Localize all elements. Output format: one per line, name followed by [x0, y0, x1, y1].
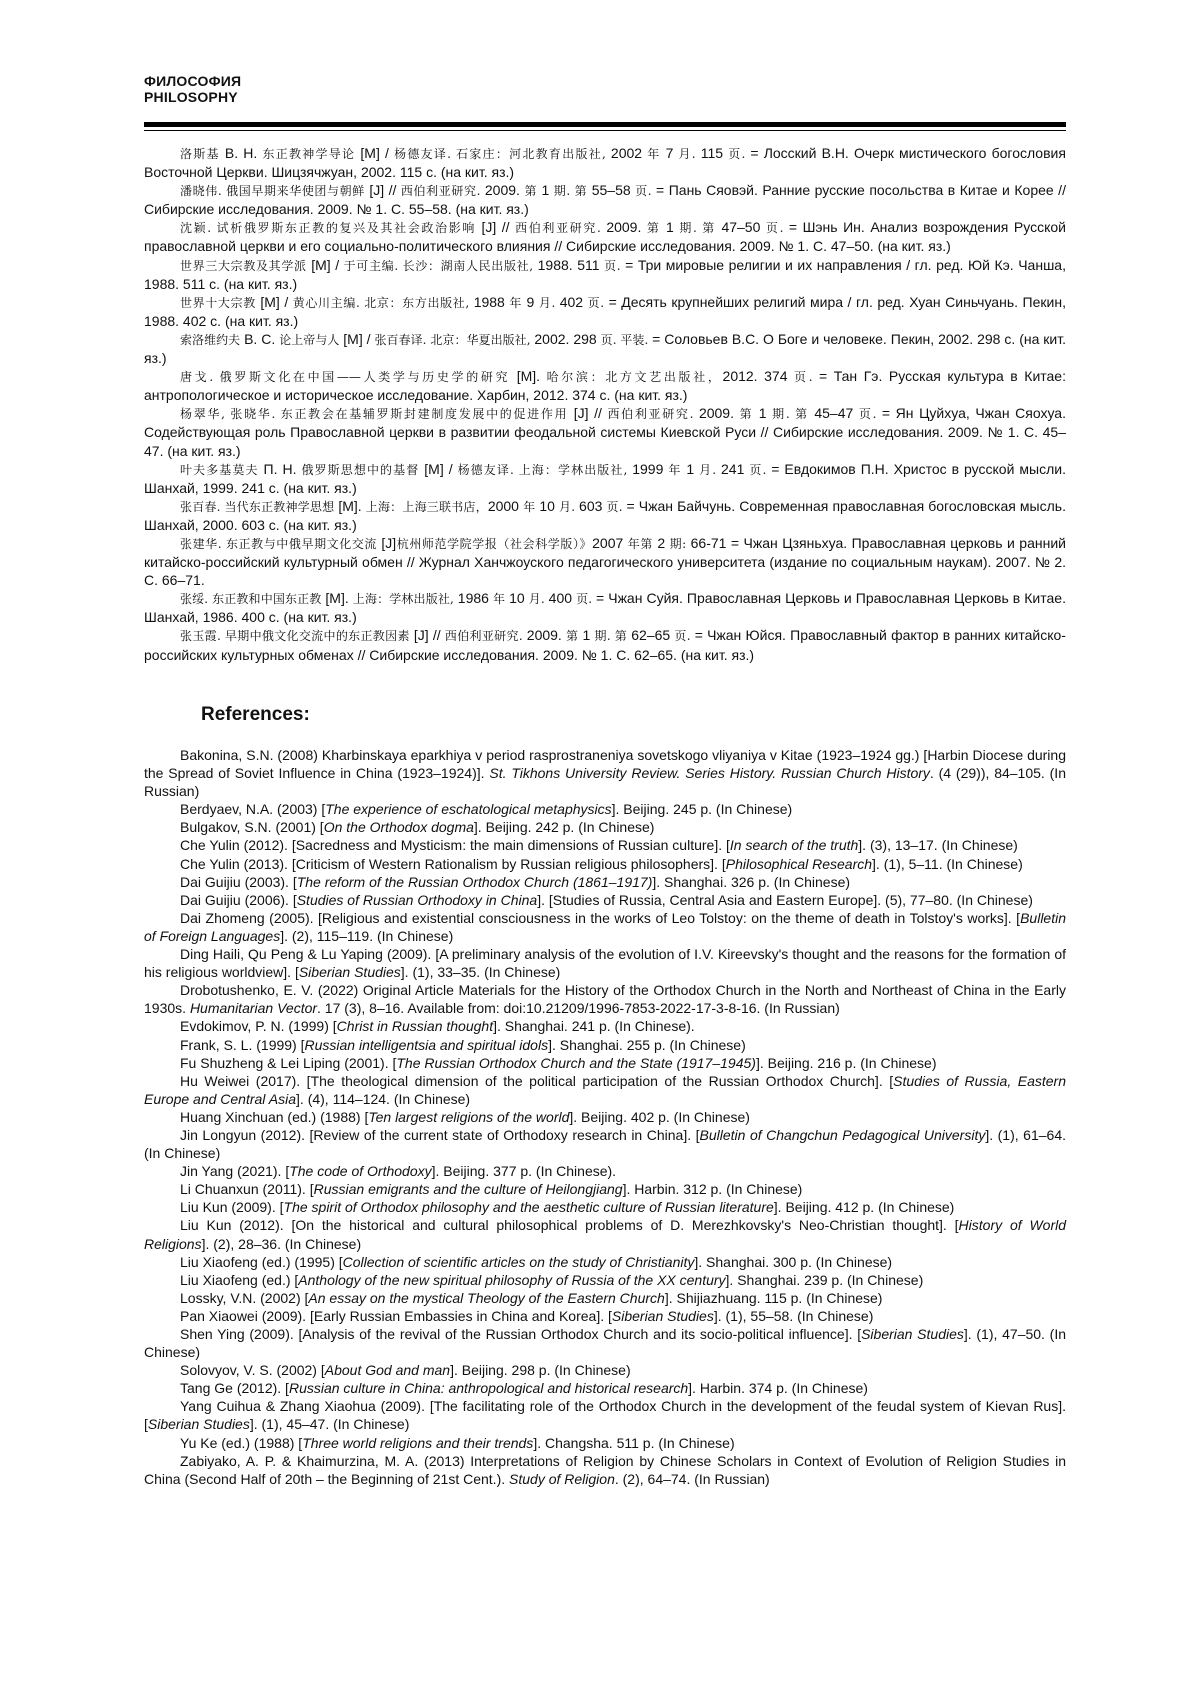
- reference-text: ]. (1), 33–35. (In Chinese): [400, 964, 561, 981]
- reference-entry: [144, 1180, 1066, 1198]
- chinese-text: 洛斯基: [180, 147, 225, 161]
- entry-text: [J] //: [413, 627, 445, 644]
- entry-text: 55–58: [591, 182, 636, 199]
- reference-text: ]. (2), 28–36. (In Chinese): [201, 1235, 362, 1252]
- entry-text: 1: [758, 405, 773, 422]
- reference-entry: [144, 1379, 1066, 1397]
- entry-text: 2002. 298: [534, 330, 601, 347]
- reference-title: The spirit of Orthodox philosophy and the aesthetic culture of Russian literature: [283, 1199, 774, 1216]
- reference-text: ]. Shanghai. 255 p. (In Chinese): [548, 1036, 746, 1053]
- chinese-text: 期:: [669, 536, 691, 551]
- entry-text: 1: [686, 460, 700, 477]
- reference-title: Studies of Russian Orthodoxy in China: [296, 891, 538, 908]
- entry-text: = Чжан Суйя. Православная Церковь и Православная Церковь в Китае. Шанхай, 1986. 400 с. (на кит. яз.): [144, 590, 1066, 626]
- entry-text: 1988: [473, 293, 510, 310]
- bibliography-entry: [144, 589, 1066, 626]
- entry-text: = Евдокимов П.Н. Христос в русской мысли. Шанхай, 1999. 241 с. (на кит. яз.): [144, 460, 1066, 496]
- reference-text: ]. Beijing. 377 p. (In Chinese).: [431, 1163, 617, 1180]
- chinese-text: 俄罗斯思想中的基督: [301, 462, 425, 477]
- entry-text: [М] /: [343, 330, 375, 347]
- chinese-text: 页. 平装.: [600, 332, 653, 347]
- reference-entry: [144, 1253, 1066, 1271]
- entry-text: 2009.: [526, 627, 567, 644]
- reference-entry: [144, 746, 1066, 800]
- chinese-text: 唐戈. 俄罗斯文化在中国——人类学与历史学的研究: [180, 370, 517, 385]
- bibliography-entry: [144, 497, 1066, 534]
- reference-text: Yu Ke (ed.) (1988) [: [180, 1434, 303, 1451]
- chinese-text: 年: [668, 462, 687, 477]
- reference-text: Liu Kun (2009). [: [180, 1199, 284, 1216]
- reference-entry: [144, 1434, 1066, 1452]
- chinese-text: 年: [509, 295, 527, 310]
- reference-title: Philosophical Research: [725, 855, 873, 872]
- entry-text: 2000: [487, 497, 524, 514]
- entry-text: 2: [657, 534, 670, 551]
- reference-text: Che Yulin (2013). [Criticism of Western Rationalism by Russian religious philosophers]. [: [180, 855, 726, 872]
- reference-text: ]. Harbin. 312 p. (In Chinese): [622, 1181, 803, 1198]
- entry-text: 2002: [610, 145, 648, 161]
- reference-entry: [144, 1108, 1066, 1126]
- reference-text: Berdyaev, N.A. (2003) [: [180, 801, 326, 818]
- reference-text: Drobotushenko, E. V. (2022) Original Article Materials for the History of the Orthodox Church in the North and Northeast of China in the Early 1930s.: [144, 982, 1066, 1017]
- entry-text: 2012. 374: [722, 368, 795, 385]
- reference-entry: [144, 891, 1066, 909]
- reference-text: Fu Shuzheng & Lei Liping (2001). [: [180, 1054, 397, 1071]
- reference-title: Bulletin of Foreign Languages: [144, 909, 1066, 944]
- reference-text: ]. (4), 114–124. (In Chinese): [296, 1090, 471, 1107]
- entry-text: 2009.: [698, 405, 740, 422]
- chinese-text: 月.: [528, 592, 549, 607]
- entry-text: [М].: [338, 497, 366, 514]
- reference-entry: [144, 1054, 1066, 1072]
- entry-text: = Три мировые религии и их направления / гл. ред. Юй Кэ. Чанша, 1988. 511 с. (на кит. яз.): [144, 256, 1066, 292]
- entry-text: 1988. 511: [537, 256, 605, 273]
- reference-entry: [144, 1452, 1066, 1488]
- reference-title: Russian culture in China: anthropological and historical research: [288, 1380, 689, 1397]
- reference-text: ]. Beijing. 298 p. (In Chinese): [450, 1362, 631, 1379]
- reference-text: ]. (1), 61–64. (In Chinese): [144, 1126, 1066, 1162]
- entry-text: 10: [509, 590, 529, 607]
- entry-text: 400: [548, 590, 577, 607]
- reference-title: Study of Religion: [509, 1470, 615, 1487]
- reference-text: ]. Shanghai. 241 p. (In Chinese).: [493, 1018, 695, 1035]
- reference-entry: [144, 818, 1066, 836]
- reference-entry: [144, 1162, 1066, 1180]
- bibliography-entry: [144, 144, 1066, 181]
- chinese-text: 西伯利亚研究.: [607, 407, 699, 422]
- running-header: [144, 73, 241, 105]
- reference-text: ]. (1), 47–50. (In Chinese): [144, 1326, 1067, 1361]
- chinese-text: 黄心川主编. 北京：东方出版社,: [292, 295, 474, 310]
- entry-text: 402: [559, 293, 588, 310]
- reference-entry: [144, 1072, 1066, 1108]
- references-list: [144, 746, 1066, 1488]
- reference-text: Li Chuanxun (2011). [: [180, 1181, 314, 1198]
- reference-title: An essay on the mystical Theology of the Eastern Church: [308, 1289, 665, 1306]
- entry-text: 1999: [632, 460, 669, 477]
- reference-entry: [144, 1271, 1066, 1289]
- reference-text: ]. Beijing. 412 p. (In Chinese): [773, 1199, 955, 1216]
- entry-text: [J] //: [481, 219, 516, 236]
- reference-text: ]. Shanghai. 300 p. (In Chinese): [694, 1253, 893, 1270]
- reference-text: Zabiyako, A. P. & Khaimurzina, M. A. (2013) Interpretations of Religion by Chinese Scholars in Context of Evolution of Religion Studies in China (Second Half of 20th – the Beginning of 21st Cent.).: [144, 1452, 1066, 1487]
- reference-text: ]. Shanghai. 326 p. (In Chinese): [652, 873, 851, 890]
- entry-text: [М] /: [424, 460, 458, 477]
- reference-entry: [144, 855, 1066, 873]
- chinese-text: 杨德友译. 石家庄：河北教育出版社,: [394, 147, 611, 161]
- reference-text: ]. Beijing. 242 p. (In Chinese): [473, 819, 655, 836]
- reference-title: St. Tikhons University Review. Series History. Russian Church History: [489, 765, 930, 782]
- chinese-text: 杭州师范学院学报（社会科学版）》: [396, 536, 593, 551]
- chinese-text: 页.: [606, 499, 627, 514]
- chinese-text: 期. 第: [553, 184, 592, 199]
- reference-text: ]. Harbin. 374 p. (In Chinese): [688, 1380, 868, 1397]
- reference-title: Anthology of the new spiritual philosophy of Russia of the XX century: [298, 1271, 726, 1288]
- reference-title: In search of the truth: [729, 837, 859, 854]
- reference-entry: [144, 1325, 1066, 1361]
- chinese-text: 西伯利亚研究.: [444, 629, 527, 644]
- reference-entry: [144, 1397, 1066, 1433]
- reference-entry: [144, 1307, 1066, 1325]
- reference-entry: [144, 1216, 1066, 1252]
- bibliography-entry: [144, 181, 1066, 218]
- reference-text: Shen Ying (2009). [Analysis of the revival of the Russian Orthodox Church and its socio-political influence]. [: [180, 1326, 862, 1342]
- chinese-text: 页.: [794, 370, 819, 385]
- reference-text: ]. Shanghai. 239 p. (In Chinese): [725, 1271, 924, 1288]
- header-rule-thick: [144, 122, 1066, 127]
- entry-text: 2009.: [484, 182, 525, 199]
- chinese-text: 上海：学林出版社,: [352, 592, 458, 607]
- reference-text: ]. [Studies of Russia, Central Asia and Eastern Europe]. (5), 77–80. (In Chinese): [537, 891, 1033, 908]
- chinese-text: 页.: [858, 407, 882, 422]
- entry-text: 2007: [592, 534, 628, 551]
- reference-title: Humanitarian Vector: [189, 1000, 318, 1017]
- reference-entry: [144, 1289, 1066, 1307]
- chinese-text: 月.: [678, 147, 701, 161]
- entry-text: [М] /: [360, 145, 395, 161]
- entry-text: 9: [526, 293, 539, 310]
- chinese-text: 年第: [627, 536, 658, 551]
- chinese-text: 论上帝与人: [279, 332, 344, 347]
- reference-text: Yang Cuihua & Zhang Xiaohua (2009). [The facilitating role of the Orthodox Church in the development of the feudal system of Kievan Rus]. [: [144, 1398, 1066, 1433]
- reference-text: ]. Changsha. 511 p. (In Chinese): [533, 1434, 735, 1451]
- chinese-text: 期. 第: [772, 407, 815, 422]
- reference-entry: [144, 945, 1066, 981]
- reference-text: Dai Guijiu (2003). [: [180, 873, 297, 890]
- chinese-text: 张建华. 东正教与中俄早期文化交流: [180, 536, 382, 551]
- reference-entry: [144, 981, 1066, 1017]
- reference-title: Siberian Studies: [611, 1307, 714, 1324]
- entry-text: 115: [700, 145, 729, 161]
- chinese-text: 月.: [538, 295, 560, 310]
- entry-text: [М] /: [260, 293, 293, 310]
- entry-text: = Чжан Юйся. Православный фактор в ранних китайско-российских культурных обменах // Сибирские исследования. 2009. № 1. С. 62–65. (на кит. яз.): [144, 627, 1066, 663]
- bibliography-entry: [144, 404, 1066, 459]
- reference-entry: [144, 800, 1066, 818]
- entry-text: [М] /: [311, 256, 344, 273]
- chinese-text: 第: [646, 221, 667, 236]
- reference-title: Siberian Studies: [147, 1416, 250, 1433]
- reference-title: The code of Orthodoxy: [289, 1163, 432, 1180]
- bibliography-entry: [144, 256, 1066, 293]
- reference-title: The reform of the Russian Orthodox Church (1861–1917): [296, 873, 653, 890]
- reference-entry: [144, 1361, 1066, 1379]
- reference-entry: [144, 1198, 1066, 1216]
- entry-text: В. Н.: [224, 145, 263, 161]
- chinese-text: 页.: [749, 462, 772, 477]
- reference-text: Liu Xiaofeng (ed.) [: [180, 1271, 299, 1288]
- reference-text: ]. Beijing. 402 p. (In Chinese): [569, 1108, 750, 1125]
- reference-text: Jin Longyun (2012). [Review of the current state of Orthodoxy research in China]. [: [180, 1126, 700, 1143]
- entry-text: П. Н.: [263, 460, 302, 477]
- reference-text: ]. (2), 115–119. (In Chinese): [280, 927, 454, 944]
- reference-text: Liu Xiaofeng (ed.) (1995) [: [180, 1253, 343, 1270]
- chinese-text: 东正教神学导论: [262, 147, 361, 161]
- reference-entry: [144, 836, 1066, 854]
- chinese-text: 页.: [728, 147, 751, 161]
- reference-entry: [144, 1126, 1066, 1162]
- chinese-text: 第: [524, 184, 542, 199]
- chinese-text: 张玉霞. 早期中俄文化交流中的东正教因素: [180, 629, 414, 644]
- chinese-text: 期. 第: [679, 221, 722, 236]
- chinese-text: 西伯利亚研究.: [515, 221, 607, 236]
- entry-text: [М].: [516, 368, 547, 385]
- reference-text: ]. (1), 55–58. (In Chinese): [713, 1307, 874, 1324]
- entry-text: 2009.: [606, 219, 647, 236]
- entry-text: 241: [721, 460, 750, 477]
- reference-text: Jin Yang (2021). [: [180, 1163, 290, 1180]
- reference-entry: [144, 909, 1066, 945]
- chinese-text: 期. 第: [594, 629, 632, 644]
- reference-text: ]. (1), 5–11. (In Chinese): [872, 855, 1023, 872]
- reference-text: . (2), 64–74. (In Russian): [614, 1470, 770, 1487]
- reference-text: Lossky, V.N. (2002) [: [180, 1289, 309, 1306]
- reference-text: ]. (3), 13–17. (In Chinese): [858, 837, 1018, 854]
- reference-title: Siberian Studies: [861, 1326, 964, 1342]
- reference-text: ]. Beijing. 245 p. (In Chinese): [611, 801, 793, 818]
- reference-entry: [144, 1036, 1066, 1054]
- chinese-text: 页.: [635, 184, 657, 199]
- reference-title: Studies of Russia, Eastern Europe and Central Asia: [144, 1072, 1066, 1107]
- bibliography-entry: [144, 367, 1066, 404]
- reference-text: Huang Xinchuan (ed.) (1988) [: [180, 1108, 369, 1125]
- chinese-text: 于可主编. 长沙：湖南人民出版社,: [343, 258, 538, 273]
- reference-title: History of World Religions: [144, 1217, 1067, 1252]
- chinese-text: 西伯利亚研究.: [400, 184, 485, 199]
- reference-text: Che Yulin (2012). [Sacredness and Mysticism: the main dimensions of Russian culture]. [: [180, 837, 730, 854]
- reference-text: Dai Guijiu (2006). [: [180, 891, 297, 908]
- reference-text: . (4 (29)), 84–105. (In Russian): [144, 765, 1066, 800]
- entry-text: = Десять крупнейших религий мира / гл. ред. Хуан Синьчуань. Пекин, 1988. 402 с. (на кит. яз.): [144, 293, 1066, 329]
- reference-text: ]. Shijiazhuang. 115 p. (In Chinese): [664, 1289, 883, 1306]
- header-rule-thin: [144, 130, 1066, 131]
- entry-text: 10: [539, 497, 559, 514]
- reference-title: Russian emigrants and the culture of Heilongjiang: [313, 1181, 623, 1198]
- reference-text: Dai Zhomeng (2005). [Religious and existential consciousness in the works of Leo Tolstoy: on the theme of death in Tolstoy's works]. [: [180, 909, 1021, 926]
- reference-title: Christ in Russian thought: [336, 1018, 494, 1035]
- entry-text: = Лосский В.Н. Очерк мистического богословия Восточной Церкви. Шицзячжуан, 2002. 115 с. (на кит. яз.): [144, 145, 1066, 181]
- chinese-text: 页.: [604, 258, 626, 273]
- chinese-text: 杨翠华, 张晓华. 东正教会在基辅罗斯封建制度发展中的促进作用: [180, 407, 574, 422]
- entry-text: 45–47: [814, 405, 859, 422]
- chinese-text: 年: [523, 499, 540, 514]
- chinese-text: 页.: [674, 629, 695, 644]
- reference-title: Collection of scientific articles on the study of Christianity: [342, 1253, 695, 1270]
- chinese-text: 张百春. 当代东正教神学思想: [180, 499, 339, 514]
- entry-text: = Ян Цуйхуа, Чжан Сяохуа. Содействующая роль Православной церкви в развитии феодальной системы Киевской Руси // Сибирские исследования. 2009. № 1. С. 45–47. (на кит. яз.): [144, 405, 1066, 459]
- chinese-text: 杨德友译. 上海：学林出版社,: [457, 462, 633, 477]
- section-title-ru: ФИЛОСОФИЯ: [144, 73, 242, 89]
- reference-text: Frank, S. L. (1999) [: [180, 1036, 305, 1053]
- reference-title: Ten largest religions of the world: [368, 1108, 570, 1125]
- entry-text: [М].: [325, 590, 353, 607]
- entry-text: В. С.: [244, 330, 280, 347]
- entry-text: = Чжан Байчунь. Современная православная богословская мысль. Шанхай, 2000. 603 с. (на кит. яз.): [144, 497, 1066, 533]
- chinese-text: 第: [739, 407, 759, 422]
- bibliography-list: [144, 144, 1066, 664]
- reference-title: The Russian Orthodox Church and the State (1917–1945): [396, 1054, 756, 1071]
- chinese-text: 张绥. 东正教和中国东正教: [180, 592, 326, 607]
- reference-title: Three world religions and their trends: [302, 1434, 534, 1451]
- reference-entry: [144, 873, 1066, 891]
- bibliography-entry: [144, 293, 1066, 330]
- chinese-text: 年: [492, 592, 510, 607]
- entry-text: [J] //: [573, 405, 608, 422]
- reference-text: Bulgakov, S.N. (2001) [: [180, 819, 324, 836]
- reference-text: Bakonina, S.N. (2008) Kharbinskaya eparkhiya v period rasprostraneniya sovetskogo vliyaniya v Kitae (1923–1924 gg.) [Harbin Diocese during the Spread of Soviet Influence in China (1923–1924)].: [144, 747, 1066, 782]
- entry-text: = Тан Гэ. Русская культура в Китае: антропологическое и историческое исследование. Харбин, 2012. 374 с. (на кит. яз.): [144, 368, 1066, 404]
- entry-text: [J]: [381, 534, 397, 551]
- chinese-text: 张百春译. 北京：华夏出版社,: [374, 332, 535, 347]
- chinese-text: 月.: [558, 499, 580, 514]
- chinese-text: 索洛维约夫: [180, 332, 245, 347]
- entry-text: 1: [541, 182, 554, 199]
- reference-text: ]. Beijing. 216 p. (In Chinese): [755, 1054, 937, 1071]
- bibliography-entry: [144, 460, 1066, 497]
- reference-title: Siberian Studies: [298, 964, 401, 981]
- bibliography-entry: [144, 330, 1066, 367]
- chinese-text: 世界三大宗教及其学派: [180, 258, 312, 273]
- reference-entry: [144, 1017, 1066, 1035]
- reference-title: About God and man: [324, 1362, 451, 1379]
- chinese-text: 上海：上海三联书店，: [365, 499, 488, 514]
- chinese-text: 世界十大宗教: [180, 295, 261, 310]
- entry-text: = Соловьев В.С. О Боге и человеке. Пекин, 2002. 298 с. (на кит. яз.): [144, 330, 1067, 367]
- entry-text: 47–50: [721, 219, 766, 236]
- chinese-text: 哈尔滨：北方文艺出版社，: [546, 370, 723, 385]
- chinese-text: 潘晓伟. 俄国早期来华使团与朝鲜: [180, 184, 370, 199]
- bibliography-entry: [144, 626, 1066, 663]
- section-title-en: PHILOSOPHY: [144, 89, 238, 105]
- reference-text: Evdokimov, P. N. (1999) [: [180, 1018, 337, 1035]
- entry-text: 66-71 = Чжан Цзяньхуа. Православная церковь и ранний китайско-российский культурный обмен // Журнал Ханчжоуского педагогического университета (издание по социальным наукам). 2007. № 2. С. 66–71.: [144, 534, 1066, 589]
- entry-text: = Шэнь Ин. Анализ возрождения Русской православной церкви и его социально-политического влияния // Сибирские исследования. 2009. № 1. С. 47–50. (на кит. яз.): [144, 219, 1066, 255]
- reference-text: ]. (1), 45–47. (In Chinese): [249, 1416, 410, 1433]
- reference-text: Liu Kun (2012). [On the historical and cultural philosophical problems of D. Merezhkovsky's Neo-Christian thought]. [: [180, 1217, 959, 1234]
- entry-text: = Пань Сяовэй. Ранние русские посольства в Китае и Корее // Сибирские исследования. 2009. № 1. С. 55–58. (на кит. яз.): [144, 182, 1066, 218]
- entry-text: [J] //: [369, 182, 401, 199]
- reference-title: On the Orthodox dogma: [323, 819, 474, 836]
- chinese-text: 页.: [765, 221, 789, 236]
- bibliography-entry: [144, 534, 1066, 589]
- reference-text: Hu Weiwei (2017). [The theological dimension of the political participation of the Russian Orthodox Church]. [: [180, 1072, 894, 1089]
- chinese-text: 年: [647, 147, 666, 161]
- references-heading: References:: [201, 704, 310, 725]
- chinese-text: 页.: [576, 592, 597, 607]
- reference-text: Tang Ge (2012). [: [180, 1380, 289, 1397]
- entry-text: 603: [579, 497, 607, 514]
- reference-title: Russian intelligentsia and spiritual idols: [304, 1036, 549, 1053]
- reference-text: Solovyov, V. S. (2002) [: [180, 1362, 325, 1379]
- entry-text: 1: [582, 627, 595, 644]
- chinese-text: 叶夫多基莫夫: [180, 462, 264, 477]
- chinese-text: 沈颖. 试析俄罗斯东正教的复兴及其社会政治影响: [180, 221, 482, 236]
- reference-text: Ding Haili, Qu Peng & Lu Yaping (2009). [A preliminary analysis of the evolution of I.V. Kireevsky's thought and the reasons for the formation of his religious worldview]. [: [144, 946, 1066, 981]
- entry-text: 62–65: [631, 627, 675, 644]
- bibliography-entry: [144, 218, 1066, 255]
- reference-text: Pan Xiaowei (2009). [Early Russian Embassies in China and Korea]. [: [180, 1307, 612, 1324]
- reference-title: The experience of eschatological metaphysics: [325, 801, 612, 818]
- reference-title: Bulletin of Changchun Pedagogical University: [699, 1126, 986, 1143]
- chinese-text: 月.: [699, 462, 721, 477]
- entry-text: 1986: [457, 590, 493, 607]
- chinese-text: 页.: [587, 295, 609, 310]
- chinese-text: 第: [566, 629, 583, 644]
- entry-text: 1: [666, 219, 680, 236]
- entry-text: 7: [665, 145, 679, 161]
- reference-text: . 17 (3), 8–16. Available from: doi:10.21209/1996-7853-2022-17-3-8-16. (In Russian): [317, 1000, 840, 1017]
